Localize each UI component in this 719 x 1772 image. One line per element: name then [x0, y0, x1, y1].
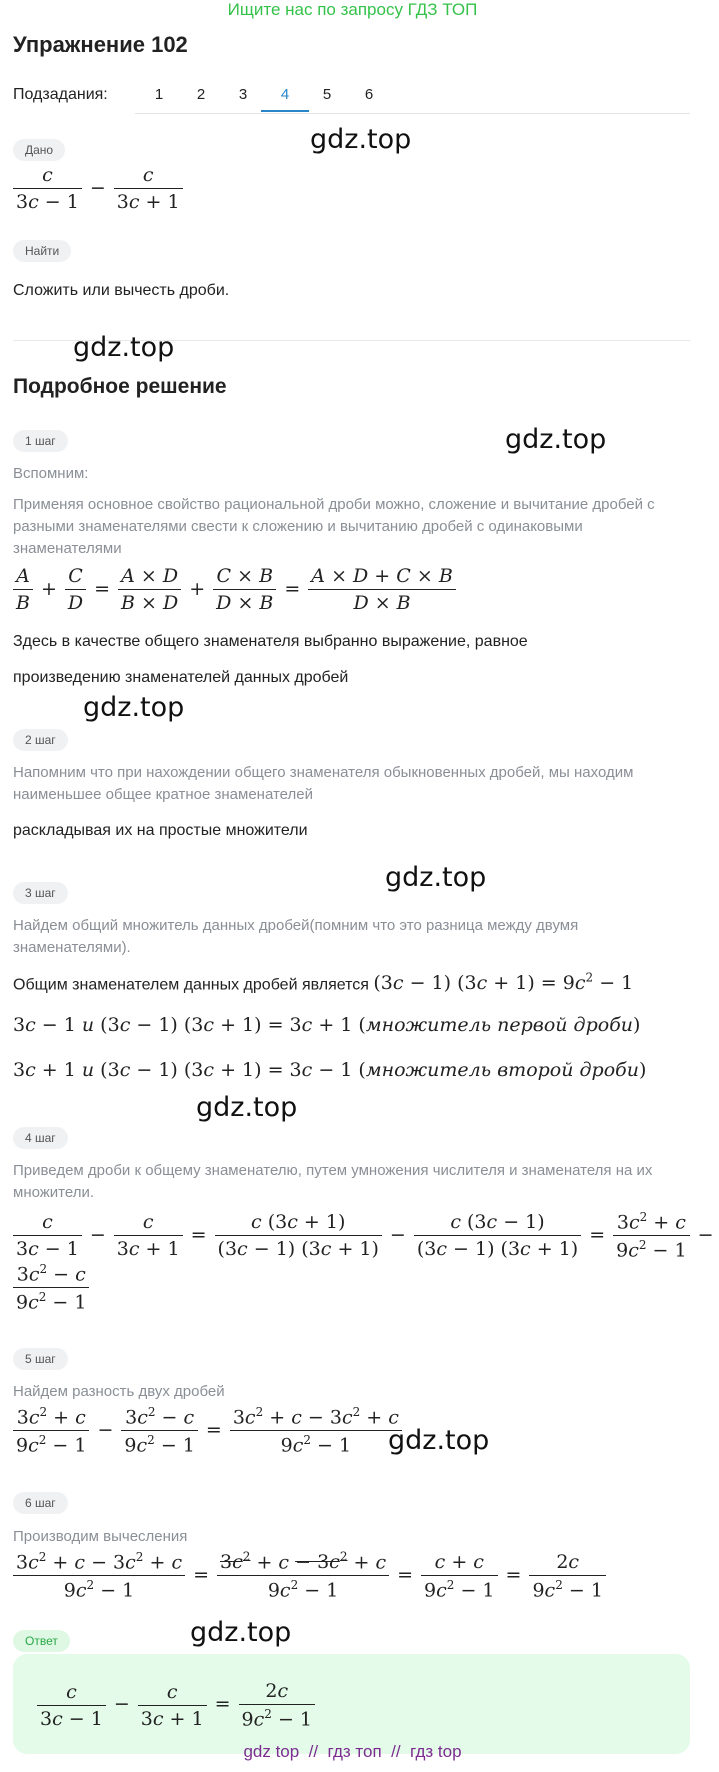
step-2-text: Напомним что при нахождении общего знаменателя обыкновенных дробей, мы находим наименьшее общее кратное знаменателей: [13, 764, 634, 803]
step-2-note: раскладывая их на простые множители: [13, 822, 308, 839]
step-1-note-2: произведению знаменателей данных дробей: [13, 669, 349, 686]
step-5-text: Найдем разность двух дробей: [13, 1383, 225, 1400]
watermark: gdz.top: [196, 1092, 298, 1123]
step-1-note-1: Здесь в качестве общего знаменателя выбранно выражение, равное: [13, 633, 528, 650]
step-3-common-denominator: Общим знаменателем данных дробей является (3c − 1) $(3c + 1) = 9c^2 - 1$: [13, 971, 634, 995]
step-3-conj-2: и: [81, 1059, 95, 1081]
find-badge: Найти: [13, 240, 71, 262]
watermark: gdz.top: [505, 424, 607, 455]
step-4-text: Приведем дроби к общему знаменателю, путем умножения числителя и знаменателя на их множители.: [13, 1162, 653, 1201]
step-3-conj-1: и: [81, 1014, 95, 1036]
watermark: gdz.top: [388, 1425, 490, 1456]
step-3-note: Общим знаменателем данных дробей является: [13, 976, 369, 994]
tab-underline: [135, 113, 690, 114]
step-1-text: Применяя основное свойство рациональной дроби можно, сложение и вычитание дробей с разными знаменателями свести к сложению и вычитанию дробей с одинаковыми знаменателями: [13, 496, 655, 557]
step-1-formula: $\frac{A}{B}$ + $\frac{C}{D}$ = $\frac{A \times D}{B \times D}$ + $\frac{C \times B}{D \times B}$ = $\frac{A \times D + C \times B}{D \times B}$: [10, 565, 459, 614]
step-3-text: Найдем общий множитель данных дробей(помним что это разница между двумя знаменателями).: [13, 917, 579, 956]
tab-1[interactable]: 1: [154, 86, 164, 103]
watermark: gdz.top: [83, 692, 185, 723]
step-1-badge: 1 шаг: [13, 430, 68, 452]
step-6-text: Производим вычесления: [13, 1528, 188, 1545]
step-3-multiplier-1: 3c − 1 и (3c − 1) (3c + 1) = 3c + 1 (множитель первой дроби): [13, 1014, 641, 1036]
tab-2[interactable]: 2: [196, 86, 206, 103]
step-2-badge: 2 шаг: [13, 729, 68, 751]
watermark: gdz.top: [73, 332, 175, 363]
step-3-multiplier-2: 3c + 1 и (3c − 1) (3c + 1) = 3c − 1 (множитель второй дроби): [13, 1059, 647, 1081]
page-title: Упражнение 102: [13, 32, 188, 57]
watermark: gdz.top: [190, 1617, 292, 1648]
tab-6[interactable]: 6: [364, 86, 374, 103]
step-6-formula: $\frac{3c^2 + c - 3c^2 + c}{9c^2 - 1}$ = $\frac{3c^2 + c - 3c^2 + c}{9c^2 - 1}$ = $\frac{c + c}{9c^2 - 1}$ = $\frac{2c}{9c^2 - 1}$: [10, 1550, 609, 1602]
footer-links[interactable]: gdz top // гдз топ // гдз top: [243, 1742, 462, 1761]
subtasks-label: Подзадания:: [13, 86, 108, 103]
given-expression: $\frac{c}{3c - 1}$ − $\frac{c}{3c + 1}$: [10, 164, 186, 213]
top-banner[interactable]: Ищите нас по запросу ГДЗ ТОП: [227, 0, 478, 19]
step-4-badge: 4 шаг: [13, 1127, 68, 1149]
tab-4[interactable]: 4: [261, 78, 309, 112]
answer-formula: $\frac{c}{3c - 1}$ − $\frac{c}{3c + 1}$ = $\frac{2c}{9c^2 - 1}$: [34, 1680, 318, 1730]
find-text: Сложить или вычесть дроби.: [13, 282, 230, 299]
answer-badge: Ответ: [13, 1630, 70, 1652]
step-5-badge: 5 шаг: [13, 1348, 68, 1370]
step-3-mult-1: множитель первой дроби: [365, 1014, 634, 1036]
step-1-recall: Вспомним:: [13, 465, 89, 482]
step-3-badge: 3 шаг: [13, 882, 68, 904]
tab-5[interactable]: 5: [322, 86, 332, 103]
given-badge: Дано: [13, 139, 65, 161]
step-5-formula: $\frac{3c^2 + c}{9c^2 - 1}$ − $\frac{3c^2 - c}{9c^2 - 1}$ = $\frac{3c^2 + c - 3c^2 + c}{9c^2 - 1}$: [10, 1405, 405, 1457]
watermark: gdz.top: [385, 862, 487, 893]
step-4-formula: $\frac{c}{3c - 1}$ − $\frac{c}{3c + 1}$ = $\frac{c (3c + 1)}{(3c - 1) (3c + 1)}$ − $\frac{c (3c - 1)}{(3c - 1) (3c + 1)}$ = $\frac{3c^2 + c}{9c^2 - 1}$ −: [10, 1210, 719, 1262]
step-4-formula-cont: $\frac{3c^2 - c}{9c^2 - 1}$: [10, 1262, 92, 1314]
watermark: gdz.top: [310, 124, 412, 155]
solution-title: Подробное решение: [13, 375, 227, 398]
tab-3[interactable]: 3: [238, 86, 248, 103]
step-6-badge: 6 шаг: [13, 1492, 68, 1514]
step-3-mult-2: множитель второй дроби: [365, 1059, 639, 1081]
